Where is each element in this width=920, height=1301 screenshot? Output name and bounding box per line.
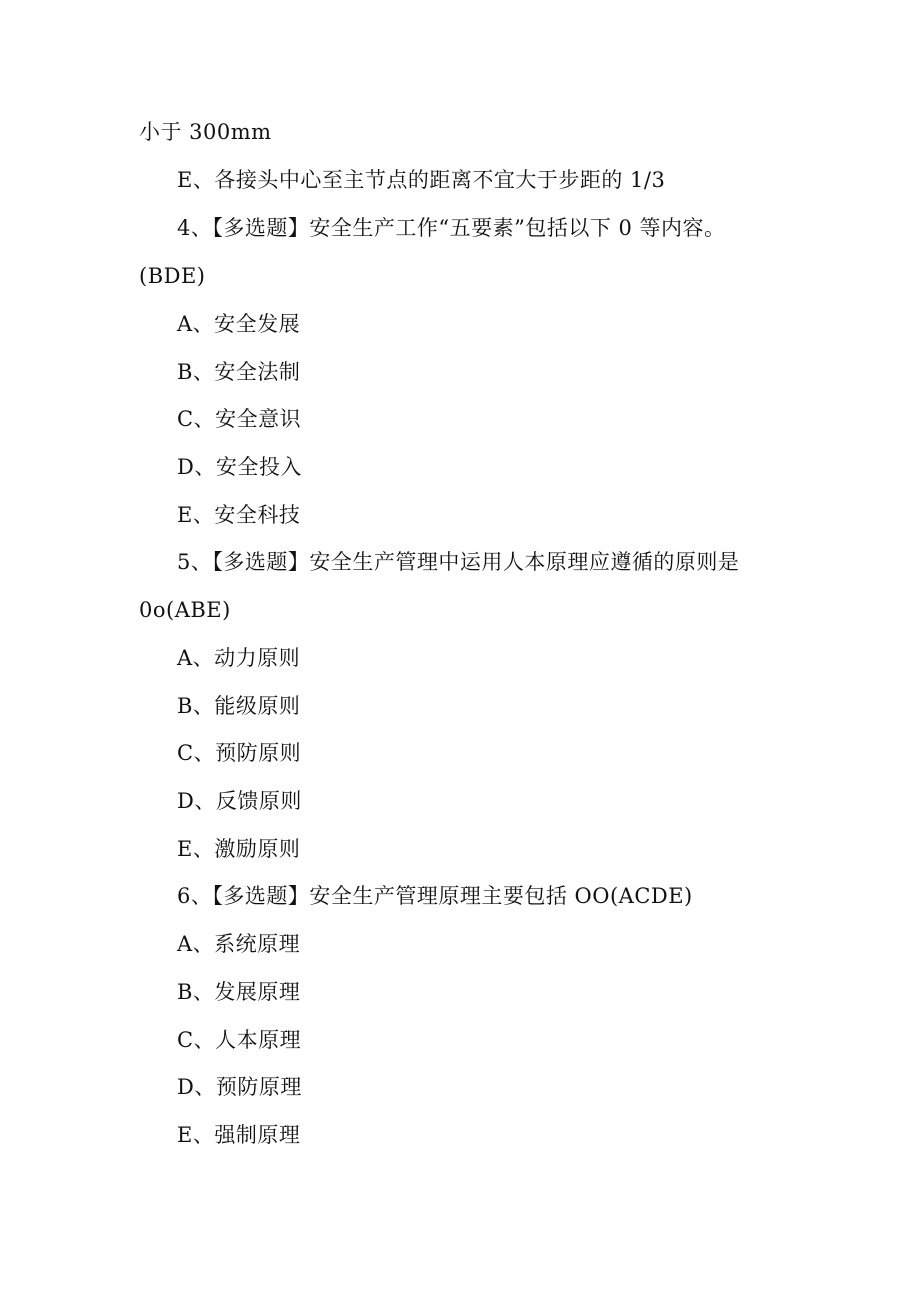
option-b: B、能级原则: [177, 694, 301, 718]
option-c: C、人本原理: [177, 1028, 302, 1052]
option-e: E、安全科技: [177, 503, 301, 527]
option-c: C、预防原则: [177, 741, 302, 765]
option-c: C、安全意识: [177, 407, 302, 431]
option-e: E、各接头中心至主节点的距离不宜大于步距的 1/3: [177, 168, 666, 192]
option-e: E、强制原理: [177, 1123, 301, 1147]
question-5: 5、【多选题】安全生产管理中运用人本原理应遵循的原则是: [177, 550, 740, 574]
question-5-answer: 0o(ABE): [139, 598, 231, 622]
option-a: A、系统原理: [177, 932, 301, 956]
option-b: B、安全法制: [177, 360, 301, 384]
question-6: 6、【多选题】安全生产管理原理主要包括 OO(ACDE): [177, 884, 693, 908]
option-a: A、动力原则: [177, 646, 301, 670]
continuation-text: 小于 300mm: [139, 120, 272, 144]
option-e: E、激励原则: [177, 837, 301, 861]
question-4: 4、【多选题】安全生产工作“五要素”包括以下 0 等内容。: [177, 216, 726, 240]
option-d: D、反馈原则: [177, 789, 302, 813]
option-d: D、安全投入: [177, 455, 302, 479]
option-a: A、安全发展: [177, 312, 301, 336]
option-b: B、发展原理: [177, 980, 301, 1004]
question-4-answer: (BDE): [139, 264, 206, 288]
option-d: D、预防原理: [177, 1075, 302, 1099]
